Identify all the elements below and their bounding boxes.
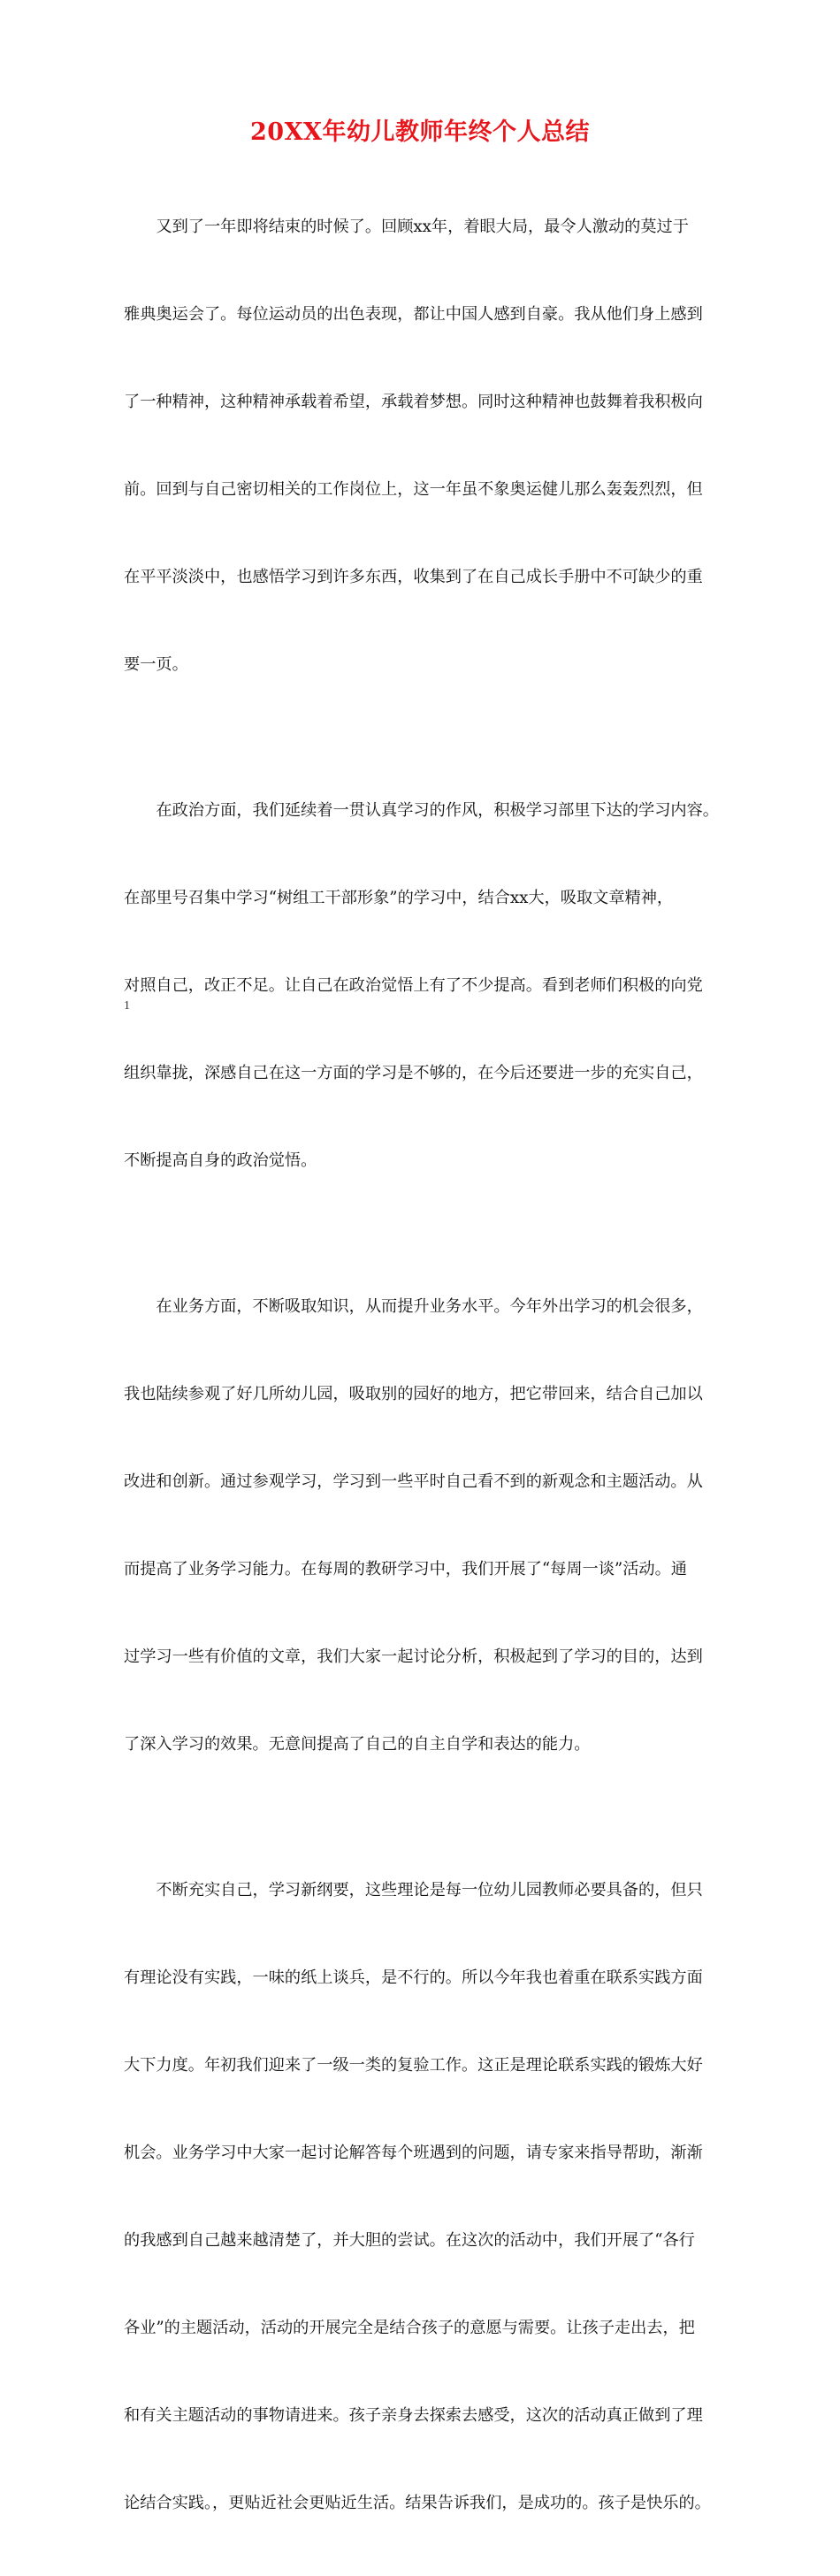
- paragraph-line: 不断提高自身的政治觉悟。: [124, 1151, 317, 1170]
- paragraph-line: 而提高了业务学习能力。在每周的教研学习中，我们开展了“每周一谈”活动。通: [124, 1560, 687, 1578]
- paragraph-line: 在政治方面，我们延续着一贯认真学习的作风，积极学习部里下达的学习内容。: [124, 801, 719, 820]
- paragraph-line: 改进和创新。通过参观学习，学习到一些平时自己看不到的新观念和主题活动。从: [124, 1472, 703, 1491]
- paragraph-line: 了深入学习的效果。无意间提高了自己的自主自学和表达的能力。: [124, 1735, 591, 1754]
- paragraph-line: 对照自己，改正不足。让自己在政治觉悟上有了不少提高。看到老师们积极的向党: [124, 976, 703, 995]
- paragraph-line: 各业”的主题活动，活动的开展完全是结合孩子的意愿与需要。让孩子走出去，把: [124, 2319, 695, 2337]
- paragraph-line: 我也陆续参观了好几所幼儿园，吸取别的园好的地方，把它带回来，结合自己加以: [124, 1385, 703, 1403]
- paragraph-2: [124, 738, 722, 1234]
- paragraph-line: 在平平淡淡中，也感悟学习到许多东西，收集到了在自己成长手册中不可缺少的重: [124, 568, 703, 586]
- paragraph-line: 论结合实践。，更贴近社会更贴近生活。结果告诉我们，是成功的。孩子是快乐的。: [124, 2494, 711, 2512]
- paragraph-3: [124, 1234, 722, 1817]
- paragraph-line: 在业务方面，不断吸取知识，从而提升业务水平。今年外出学习的机会很多，: [124, 1297, 703, 1316]
- document-title: 20XX年幼儿教师年终个人总结: [250, 118, 590, 146]
- paragraph-line: 不断充实自己，学习新纲要，这些理论是每一位幼儿园教师必要具备的，但只: [124, 1881, 703, 1900]
- paragraph-line: 过学习一些有价值的文章，我们大家一起讨论分析，积极起到了学习的目的，达到: [124, 1647, 703, 1666]
- page-number: 1: [124, 999, 130, 1013]
- paragraph-line: 有理论没有实践，一味的纸上谈兵，是不行的。所以今年我也着重在联系实践方面: [124, 1968, 703, 1987]
- paragraph-line: 要一页。: [124, 655, 188, 674]
- paragraph-1: [124, 154, 722, 738]
- document-body: [124, 154, 722, 2576]
- paragraph-line: 前。回到与自己密切相关的工作岗位上，这一年虽不象奥运健儿那么轰轰烈烈，但: [124, 480, 703, 499]
- paragraph-line: 在部里号召集中学习“树组工干部形象”的学习中，结合xx大，吸取文章精神，: [124, 889, 674, 907]
- paragraph-4: [124, 1817, 722, 2576]
- paragraph-line: 的我感到自己越来越清楚了，并大胆的尝试。在这次的活动中，我们开展了“各行: [124, 2231, 695, 2250]
- paragraph-line: 和有关主题活动的事物请进来。孩子亲身去探索去感受，这次的活动真正做到了理: [124, 2406, 703, 2425]
- paragraph-line: 又到了一年即将结束的时候了。回顾xx年，着眼大局，最令人激动的莫过于: [124, 218, 689, 236]
- paragraph-line: 组织靠拢，深感自己在这一方面的学习是不够的，在今后还要进一步的充实自己，: [124, 1064, 703, 1082]
- paragraph-line: 大下力度。年初我们迎来了一级一类的复验工作。这正是理论联系实践的锻炼大好: [124, 2056, 703, 2075]
- paragraph-line: 雅典奥运会了。每位运动员的出色表现，都让中国人感到自豪。我从他们身上感到: [124, 305, 703, 324]
- paragraph-line: 机会。业务学习中大家一起讨论解答每个班遇到的问题，请专家来指导帮助，渐渐: [124, 2144, 703, 2162]
- paragraph-line: 了一种精神，这种精神承载着希望，承载着梦想。同时这种精神也鼓舞着我积极向: [124, 393, 703, 411]
